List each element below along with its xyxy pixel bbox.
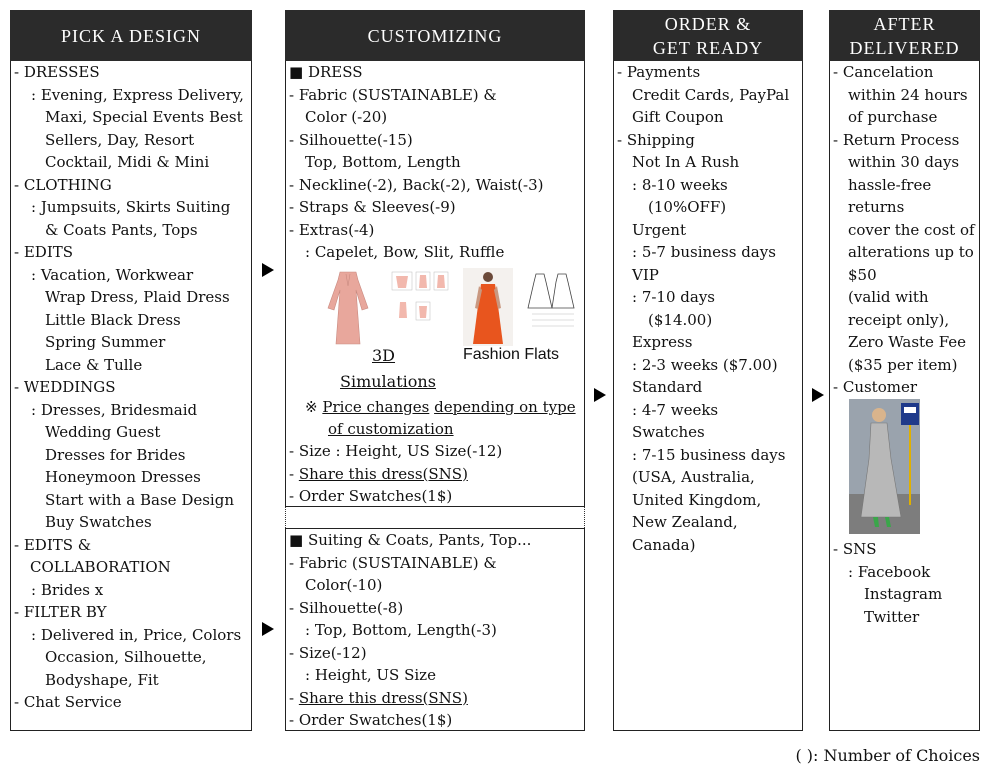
order-item: Not In A Rush <box>632 153 740 171</box>
share-dress-row: - Share this dress(SNS) <box>289 464 468 483</box>
dress-flat-sketches-image <box>390 270 454 330</box>
after-delivered-header <box>829 10 980 61</box>
order-header-line-1: ORDER & <box>664 13 752 34</box>
dress-extra-options <box>289 440 583 508</box>
after-header-line-2: DELIVERED <box>849 37 960 58</box>
sns-heading: - SNS <box>833 540 877 558</box>
after-item: ($35 per item) <box>848 355 958 374</box>
pick-item: Cocktail, Midi & Mini <box>45 153 210 171</box>
suit-swatch-option: - Order Swatches(1$) <box>289 711 453 729</box>
order-item: - Shipping <box>617 130 695 149</box>
suit-share-link[interactable]: Share this dress(SNS) <box>298 688 468 707</box>
suit-options <box>289 529 583 732</box>
order-item: Gift Coupon <box>632 108 724 126</box>
after-item: alterations up to <box>848 243 974 261</box>
dress-option: - Fabric (SUSTAINABLE) & <box>289 85 497 104</box>
suit-option: : Height, US Size <box>305 666 436 684</box>
pick-item: : Jumpsuits, Skirts Suiting <box>31 198 231 216</box>
dress-option: - Neckline(-2), Back(-2), Waist(-3) <box>289 175 544 194</box>
pick-item: Buy Swatches <box>45 513 152 531</box>
price-note: ※ Price changes depending on type <box>305 398 576 416</box>
pick-item: - Chat Service <box>14 693 122 711</box>
dress-options <box>289 61 583 264</box>
suit-option: Color(-10) <box>305 576 383 594</box>
sim-label-simulations: Simulations <box>340 372 436 391</box>
dress-size-option: - Size : Height, US Size(-12) <box>289 442 503 460</box>
order-item: Standard <box>632 378 703 396</box>
order-item: ($14.00) <box>648 310 713 329</box>
order-item: United Kingdom, <box>632 490 762 509</box>
order-header <box>613 10 803 61</box>
pick-item: : Brides x <box>31 580 104 599</box>
dress-option: : Capelet, Bow, Slit, Ruffle <box>305 243 505 261</box>
order-item: Urgent <box>632 220 686 239</box>
custom-header-text: CUSTOMIZING <box>367 25 503 46</box>
pick-item: - FILTER BY <box>14 603 107 621</box>
pick-item: & Coats Pants, Tops <box>45 220 198 239</box>
order-item: New Zealand, <box>632 513 738 531</box>
pick-item: - WEDDINGS <box>14 378 116 396</box>
pick-item: - EDITS & <box>14 535 92 554</box>
after-item: $50 <box>848 265 877 284</box>
legend-number-of-choices: ( ): Number of Choices <box>795 746 980 765</box>
pick-item: Spring Summer <box>45 333 166 351</box>
suit-option: - Silhouette(-8) <box>289 598 404 617</box>
pick-item: Bodyshape, Fit <box>45 670 159 689</box>
order-header-line-2: GET READY <box>652 37 764 58</box>
pick-item: Occasion, Silhouette, <box>45 648 207 666</box>
suit-share-row: - Share this dress(SNS) <box>289 688 468 707</box>
order-list <box>617 61 801 556</box>
dress-option: - Silhouette(-15) <box>289 130 413 149</box>
suit-option: - Size(-12) <box>289 643 367 662</box>
sns-facebook: : Facebook <box>848 562 931 581</box>
pick-item: : Vacation, Workwear <box>31 265 194 284</box>
suit-title: ■ Suiting & Coats, Pants, Top... <box>289 531 532 549</box>
pick-item: Little Black Dress <box>45 310 181 329</box>
customizing-header <box>285 10 585 61</box>
sns-twitter: Twitter <box>864 607 920 626</box>
price-note-line-2: of customization <box>328 420 454 438</box>
pick-a-design-header <box>10 10 252 61</box>
dotted-connector <box>584 507 585 528</box>
pick-a-design-list <box>14 61 250 714</box>
order-item: (USA, Australia, <box>632 468 755 486</box>
order-item: Swatches <box>632 423 705 441</box>
fashion-flat-technical-drawing <box>524 268 578 330</box>
after-item: - Cancelation <box>833 63 934 81</box>
sns-instagram: Instagram <box>864 585 943 603</box>
order-item: Credit Cards, PayPal <box>632 85 790 104</box>
order-item: Express <box>632 333 693 351</box>
order-item: : 5-7 business days <box>632 243 776 261</box>
dress-title: ■ DRESS <box>289 63 363 81</box>
order-item: Canada) <box>632 535 696 554</box>
pick-item: COLLABORATION <box>30 558 171 576</box>
pick-item: Lace & Tulle <box>45 355 143 374</box>
after-item: - Return Process <box>833 130 960 149</box>
dress-3d-simulation-image <box>318 268 378 346</box>
pick-item: Wrap Dress, Plaid Dress <box>45 288 230 306</box>
arrow-right-icon <box>262 622 274 636</box>
order-item: : 7-10 days <box>632 288 716 306</box>
after-item: of purchase <box>848 108 938 126</box>
after-item: within 30 days <box>848 153 960 171</box>
suit-option: : Top, Bottom, Length(-3) <box>305 621 497 639</box>
order-item: (10%OFF) <box>648 198 727 216</box>
suit-option: - Fabric (SUSTAINABLE) & <box>289 553 497 572</box>
pick-item: - CLOTHING <box>14 175 112 194</box>
after-header-line-1: AFTER <box>873 13 936 34</box>
pick-item: : Dresses, Bridesmaid <box>31 400 198 419</box>
customer-photo <box>849 399 920 534</box>
model-in-orange-dress-photo <box>463 268 513 346</box>
pick-item: Wedding Guest <box>45 423 161 441</box>
pick-item: Sellers, Day, Resort <box>45 130 195 149</box>
after-item: within 24 hours <box>848 85 968 104</box>
order-item: : 4-7 weeks <box>632 400 719 419</box>
pick-item: Honeymoon Dresses <box>45 468 201 486</box>
after-item: cover the cost of <box>848 220 975 239</box>
order-item: : 2-3 weeks ($7.00) <box>632 355 778 374</box>
fashion-flats-label: Fashion Flats <box>463 346 560 363</box>
sim-label-3d: 3D <box>372 346 396 365</box>
after-item: - Customer <box>833 378 918 396</box>
order-item: VIP <box>632 265 659 284</box>
pick-header-text: PICK A DESIGN <box>60 25 202 46</box>
order-item: - Payments <box>617 63 701 81</box>
order-item: : 7-15 business days <box>632 445 786 464</box>
order-item: : 8-10 weeks <box>632 175 728 194</box>
order-swatches-option: - Order Swatches(1$) <box>289 487 453 505</box>
after-item: (valid with <box>848 288 929 306</box>
dotted-connector <box>285 507 286 528</box>
after-item: hassle-free <box>848 175 932 194</box>
pick-item: Dresses for Brides <box>45 445 186 464</box>
dress-option: - Extras(-4) <box>289 220 375 239</box>
pick-item: : Evening, Express Delivery, <box>31 85 244 104</box>
dress-option: Top, Bottom, Length <box>305 153 461 171</box>
share-dress-link[interactable]: Share this dress(SNS) <box>298 464 468 483</box>
pick-item: - DRESSES <box>14 63 100 81</box>
arrow-right-icon <box>262 263 274 277</box>
after-item: receipt only), <box>848 310 950 329</box>
arrow-right-icon <box>594 388 606 402</box>
arrow-right-icon <box>812 388 824 402</box>
pick-item: Maxi, Special Events Best <box>45 108 243 126</box>
dress-option: Color (-20) <box>305 108 388 126</box>
pick-item: : Delivered in, Price, Colors <box>31 625 242 644</box>
after-item: returns <box>848 198 905 216</box>
pick-item: - EDITS <box>14 243 74 261</box>
pick-item: Start with a Base Design <box>45 490 234 509</box>
after-item: Zero Waste Fee <box>848 333 967 351</box>
dress-option: - Straps & Sleeves(-9) <box>289 198 456 216</box>
after-list <box>833 61 979 399</box>
after-sns-list <box>833 538 979 628</box>
